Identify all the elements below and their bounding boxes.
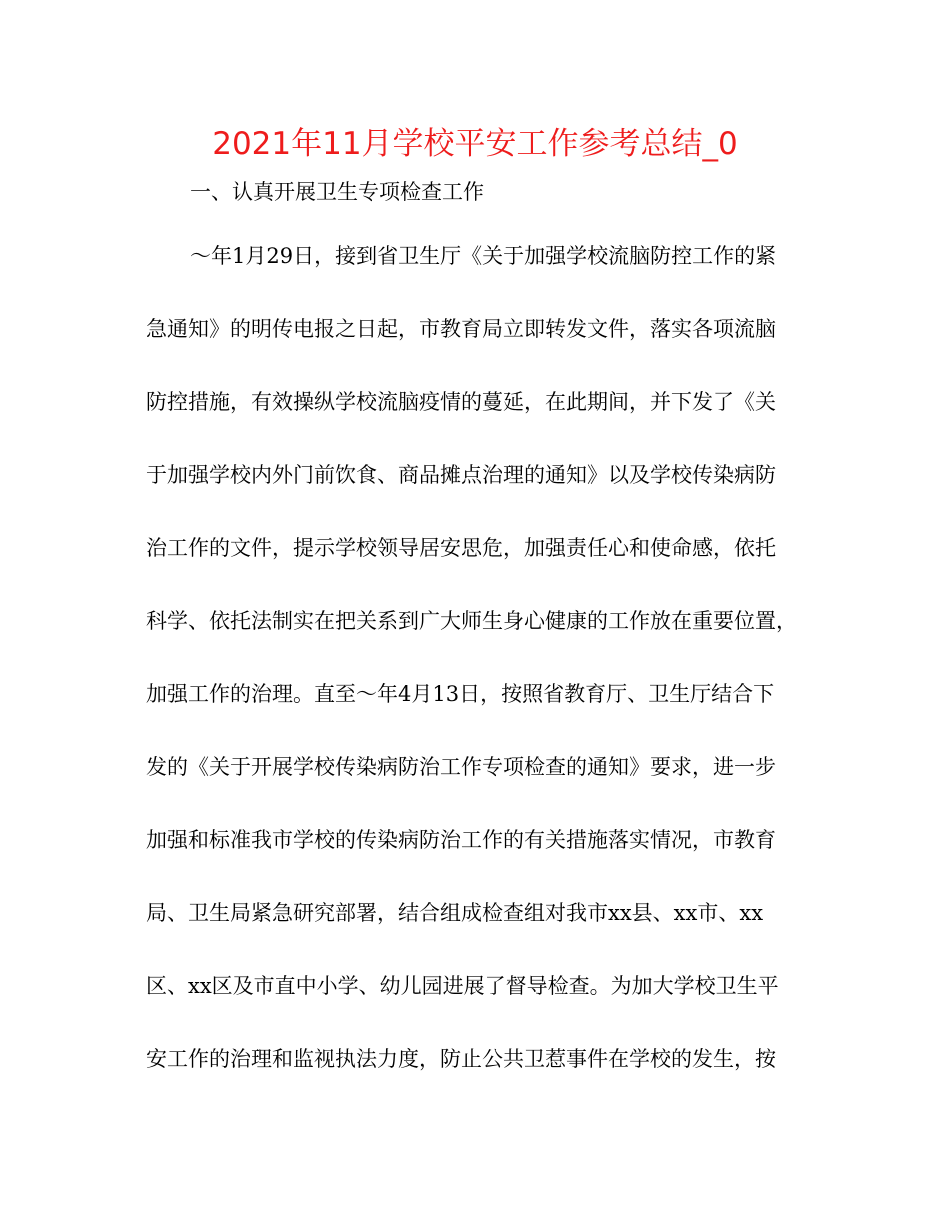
section-heading: 一、认真开展卫生专项检查工作 <box>190 180 484 204</box>
paragraph-line: 加强和标准我市学校的传染病防治工作的有关措施落实情况，市教育 <box>146 828 776 852</box>
paragraph-line: 于加强学校内外门前饮食、商品摊点治理的通知》以及学校传染病防 <box>146 463 776 487</box>
paragraph-line: 急通知》的明传电报之日起，市教育局立即转发文件，落实各项流脑 <box>146 317 776 341</box>
paragraph-line: 防控措施，有效操纵学校流脑疫情的蔓延，在此期间，并下发了《关 <box>146 390 776 414</box>
paragraph-line: 区、xx区及市直中小学、幼儿园进展了督导检查。为加大学校卫生平 <box>146 974 779 998</box>
paragraph-line: 安工作的治理和监视执法力度，防止公共卫惹事件在学校的发生，按 <box>146 1047 776 1071</box>
document-title: 2021年11月学校平安工作参考总结_0 <box>212 126 738 162</box>
paragraph-line: ～年1月29日，接到省卫生厅《关于加强学校流脑防控工作的紧 <box>190 244 777 268</box>
paragraph-line: 治工作的文件，提示学校领导居安思危，加强责任心和使命感，依托 <box>146 536 776 560</box>
paragraph-line: 加强工作的治理。直至～年4月13日，按照省教育厅、卫生厅结合下 <box>146 682 775 706</box>
paragraph-line: 局、卫生局紧急研究部署，结合组成检查组对我市xx县、xx市、xx <box>146 901 764 925</box>
paragraph-line: 科学、依托法制实在把关系到广大师生身心健康的工作放在重要位置， <box>146 609 797 633</box>
paragraph-line: 发的《关于开展学校传染病防治工作专项检查的通知》要求，进一步 <box>146 755 776 779</box>
